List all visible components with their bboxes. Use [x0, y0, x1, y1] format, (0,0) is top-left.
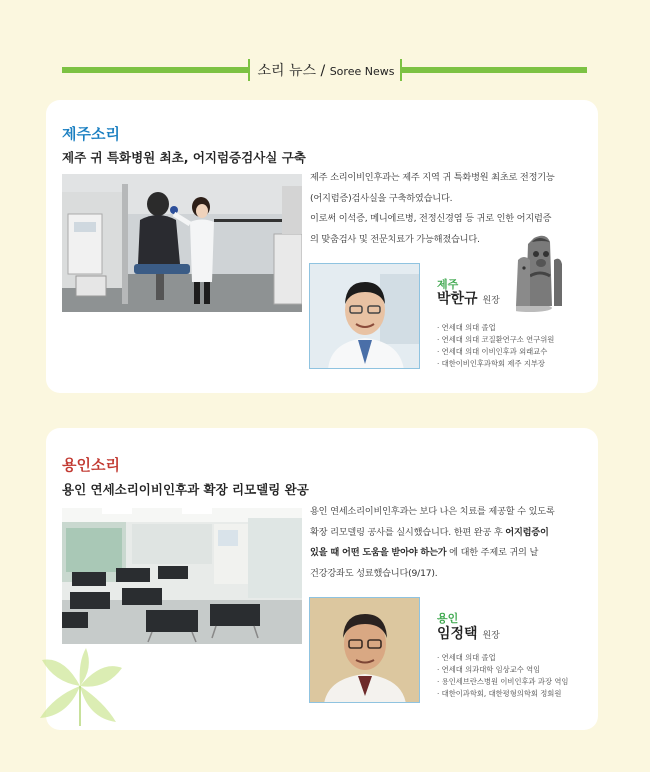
- article-body-line: 제주 소리이비인후과는 제주 지역 귀 특화병원 최초로 전정기능: [310, 172, 555, 183]
- doctor-name-text: 임정택: [437, 626, 478, 642]
- exam-room-photo: [62, 174, 302, 312]
- article-body-line: 의 맞춤검사 및 전문치료가 가능해졌습니다.: [310, 233, 480, 245]
- article-body-emphasis: 있을 때 어떤 도움을 받아야 하는가: [310, 547, 447, 558]
- section-title-ko: 소리 뉴스: [257, 63, 317, 79]
- article-body-text: 확장 리모델링 공사를 실시했습니다. 한편 완공 후: [310, 526, 506, 538]
- doctor-location: 제주: [437, 278, 459, 291]
- leaf-decoration-icon: [34, 646, 126, 726]
- doctor-portrait: [309, 263, 420, 369]
- doctor-role: 원장: [482, 296, 500, 306]
- article-card-yongin: [46, 428, 598, 730]
- dol-hareubang-icon: [516, 230, 564, 312]
- article-headline: 제주 귀 특화병원 최초, 어지럼증검사실 구축: [62, 150, 306, 165]
- credential-item: · 연세대 의대 코질환연구소 연구위원: [437, 334, 554, 346]
- doctor-name: [437, 623, 500, 643]
- doctor-location: 용인: [437, 612, 459, 625]
- article-category: 용인소리: [62, 456, 120, 474]
- section-header: [62, 56, 587, 84]
- article-body-text: 에 대한 주제로 귀의 날: [446, 547, 539, 558]
- header-tick-left: [248, 59, 250, 81]
- header-bar-left: [62, 67, 248, 73]
- header-bar-right: [402, 67, 587, 73]
- article-body-line: [310, 543, 594, 564]
- article-headline: 용인 연세소리이비인후과 확장 리모델링 완공: [62, 482, 309, 497]
- credential-item: · 연세대 의대 이비인후과 외래교수: [437, 346, 554, 358]
- credential-item: · 대한이과학회, 대한평형의학회 정회원: [437, 688, 568, 700]
- credential-item: · 대한이비인후과학회 제주 지부장: [437, 358, 554, 370]
- credential-item: · 연세대 의과대학 임상교수 역임: [437, 664, 568, 676]
- doctor-role: 원장: [482, 631, 500, 641]
- credential-item: · 용인세브란스병원 이비인후과 과장 역임: [437, 676, 568, 688]
- article-body-line: [310, 523, 594, 544]
- article-body-line: 건강강좌도 성료했습니다(9/17).: [310, 567, 438, 579]
- article-body: [310, 502, 594, 584]
- waiting-room-photo: [62, 508, 302, 644]
- credential-item: · 연세대 의대 졸업: [437, 322, 554, 334]
- section-title-en: Soree News: [329, 65, 395, 78]
- doctor-name: [437, 288, 500, 308]
- doctor-credentials: [437, 652, 568, 700]
- article-body-line: 이로써 이석증, 메니에르병, 전정신경염 등 귀로 인한 어지럼증: [310, 213, 552, 224]
- doctor-portrait: [309, 597, 420, 703]
- article-body-line: (어지럼증)검사실을 구축하였습니다.: [310, 192, 453, 204]
- article-body-emphasis: 어지럼증이: [505, 526, 549, 538]
- article-card-jeju: [46, 100, 598, 393]
- doctor-credentials: [437, 322, 554, 370]
- article-category: 제주소리: [62, 125, 120, 143]
- credential-item: · 연세대 의대 졸업: [437, 652, 568, 664]
- doctor-name-text: 박한규: [437, 291, 478, 307]
- article-body-line: 용인 연세소리이비인후과는 보다 나은 치료를 제공할 수 있도록: [310, 506, 555, 517]
- section-title-slash: /: [320, 63, 326, 79]
- section-title: [254, 60, 398, 80]
